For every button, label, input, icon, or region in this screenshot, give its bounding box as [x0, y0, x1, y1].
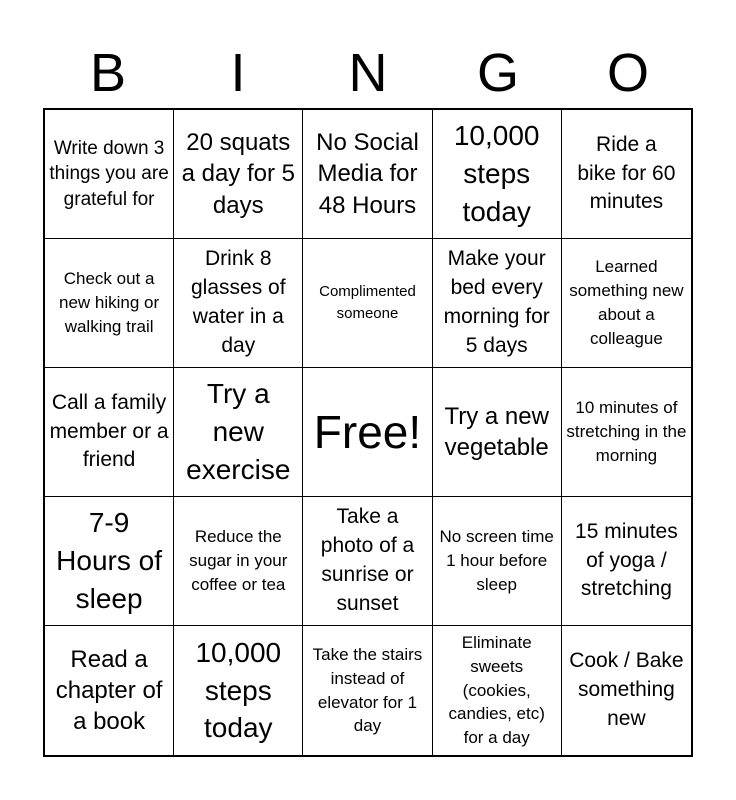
cell-text: Reduce the sugar in your coffee or tea: [189, 527, 288, 594]
header-letter-g: G: [476, 43, 519, 103]
bingo-cell-r4c2[interactable]: [174, 497, 303, 626]
bingo-cell-r4c4[interactable]: [433, 497, 562, 626]
bingo-cell-r1c5[interactable]: [562, 110, 691, 239]
cell-text: Write down 3 things you are grateful for: [49, 138, 169, 210]
cell-text: Make your bed every morning for 5 days: [443, 247, 550, 357]
bingo-cell-r5c5[interactable]: [562, 626, 691, 755]
cell-text: Check out a new hiking or walking trail: [59, 269, 160, 336]
header-letter-n: N: [348, 43, 388, 103]
cell-text: 7-9 Hours of sleep: [56, 507, 162, 614]
bingo-cell-r3c3[interactable]: [303, 368, 432, 497]
bingo-cell-r3c4[interactable]: [433, 368, 562, 497]
bingo-cell-r5c1[interactable]: [45, 626, 174, 755]
bingo-cell-r4c5[interactable]: [562, 497, 691, 626]
bingo-header: [43, 38, 693, 108]
bingo-cell-r1c3[interactable]: [303, 110, 432, 239]
bingo-cell-r2c2[interactable]: [174, 239, 303, 368]
cell-text: Read a chapter of a book: [55, 645, 163, 736]
bingo-board: [43, 108, 693, 757]
bingo-cell-r1c2[interactable]: [174, 110, 303, 239]
bingo-cell-r3c5[interactable]: [562, 368, 691, 497]
bingo-cell-r2c4[interactable]: [433, 239, 562, 368]
bingo-cell-r1c4[interactable]: [433, 110, 562, 239]
cell-text: Take the stairs instead of elevator for 1 day: [312, 644, 423, 736]
cell-text: No screen time 1 hour before sleep: [439, 527, 554, 594]
bingo-cell-r2c5[interactable]: [562, 239, 691, 368]
cell-text: Drink 8 glasses of water in a day: [191, 247, 286, 357]
cell-text: Try a new exercise: [186, 378, 291, 485]
cell-text: No Social Media for 48 Hours: [316, 129, 419, 219]
bingo-cell-r5c3[interactable]: [303, 626, 432, 755]
cell-text: 10,000 steps today: [195, 636, 282, 744]
bingo-cell-r1c1[interactable]: [45, 110, 174, 239]
bingo-cell-r2c1[interactable]: [45, 239, 174, 368]
cell-text: 10 minutes of stretching in the morning: [566, 398, 687, 465]
header-letter-i: I: [230, 43, 246, 103]
cell-text: Try a new vegetable: [444, 402, 549, 461]
cell-text: Call a family member or a friend: [49, 390, 169, 472]
bingo-cell-r3c2[interactable]: [174, 368, 303, 497]
cell-text: Learned something new about a colleague: [569, 257, 684, 348]
bingo-cell-r3c1[interactable]: [45, 368, 174, 497]
bingo-cell-r4c1[interactable]: [45, 497, 174, 626]
bingo-cell-r5c2[interactable]: [174, 626, 303, 755]
bingo-cell-r2c3[interactable]: [303, 239, 432, 368]
header-letter-o: O: [606, 43, 649, 103]
cell-text: Eliminate sweets (cookies, candies, etc) for a day: [448, 633, 545, 748]
cell-text: Ride a bike for 60 minutes: [577, 132, 676, 214]
cell-text: Take a photo of a sunrise or sunset: [320, 505, 415, 615]
bingo-cell-r5c4[interactable]: [433, 626, 562, 755]
cell-text: 10,000 steps today: [453, 120, 540, 227]
cell-text: 15 minutes of yoga / stretching: [575, 519, 678, 601]
header-letter-b: B: [89, 43, 127, 103]
free-space-text: Free!: [313, 405, 422, 458]
cell-text: 20 squats a day for 5 days: [181, 129, 295, 219]
cell-text: Cook / Bake something new: [569, 649, 684, 730]
bingo-cell-r4c3[interactable]: [303, 497, 432, 626]
cell-text: Complimented someone: [319, 283, 416, 322]
